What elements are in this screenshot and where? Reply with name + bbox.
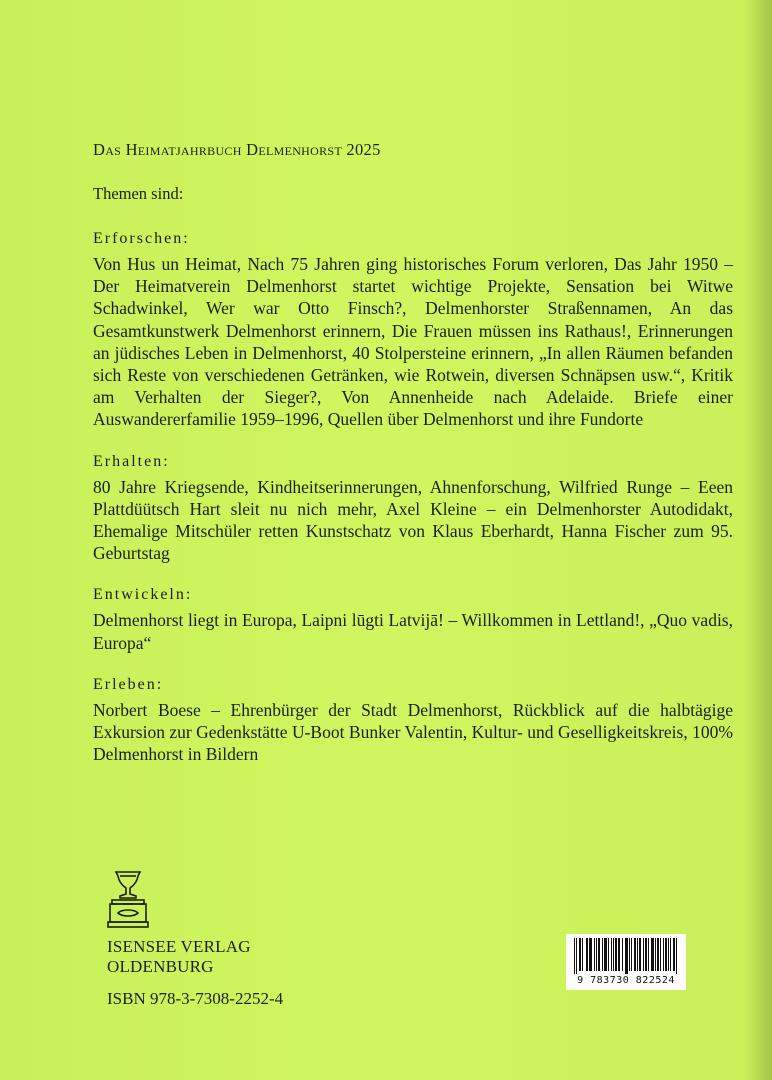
section-body-erhalten: 80 Jahre Kriegsende, Kindheitserinnerungen, Ahnenforschung, Wilfried Runge – Eeen Plattdüütsch Hart sleit nu nich mehr, Axel Kleine – ein Delmenhorster Autodidakt, Ehemalige Mitschüler retten Kunstschatz von Klaus Eberhardt, Hanna Fischer zum 95. Geburtstag (93, 476, 733, 564)
section-heading-erleben: Erleben: (93, 675, 164, 693)
section-heading-erhalten: Erhalten: (93, 452, 170, 470)
barcode-number: 9 783730 822524 (577, 975, 675, 986)
isbn-label: ISBN 978-3-7308-2252-4 (107, 989, 284, 1008)
topics-intro: Themen sind: (93, 184, 184, 203)
barcode (566, 934, 686, 990)
publisher-name: ISENSEE VERLAG (107, 937, 251, 956)
section-body-erleben: Norbert Boese – Ehrenbürger der Stadt Delmenhorst, Rückblick auf die halbtägige Exkursion zur Gedenkstätte U-Boot Bunker Valentin, Kultur- und Geselligkeitskreis, 100% Delmenhorst in Bildern (93, 699, 733, 765)
publisher-city: OLDENBURG (107, 957, 214, 976)
section-body-entwickeln: Delmenhorst liegt in Europa, Laipni lūgti Latvijā! – Willkommen in Lettland!, „Quo vadis, Europa“ (93, 610, 733, 653)
publisher-block (107, 937, 251, 977)
book-title: Das Heimatjahrbuch Delmenhorst 2025 (93, 140, 381, 159)
section-heading-erforschen: Erforschen: (93, 230, 190, 247)
section-body-erforschen: Von Hus un Heimat, Nach 75 Jahren ging historisches Forum verloren, Das Jahr 1950 – Der Heimatverein Delmenhorst startet wichtige Projekte, Sensation bei Witwe Schadwinkel, Wer war Otto Finsch?, Delmenhorster Straßennamen, An das Gesamtkunstwerk Delmenhorst erinnern, Die Frauen müssen ins Rathaus!, Erinnerungen an jüdisches Leben in Delmenhorst, 40 Stolpersteine erinnern, „In allen Räumen befanden sich Reste von verschiedenen Getränken, wie Rotwein, diversen Schnäpsen usw.“, Kritik am Verhalten der Sieger?, Von Annenheide nach Adelaide. Briefe einer Auswandererfamilie 1959–1996, Quellen über Delmenhorst und ihre Fundorte (93, 254, 733, 430)
vase-on-pedestal-icon (106, 868, 150, 930)
barcode-bars (574, 938, 678, 974)
section-heading-entwickeln: Entwickeln: (93, 586, 193, 604)
cover-text-block (93, 140, 733, 787)
